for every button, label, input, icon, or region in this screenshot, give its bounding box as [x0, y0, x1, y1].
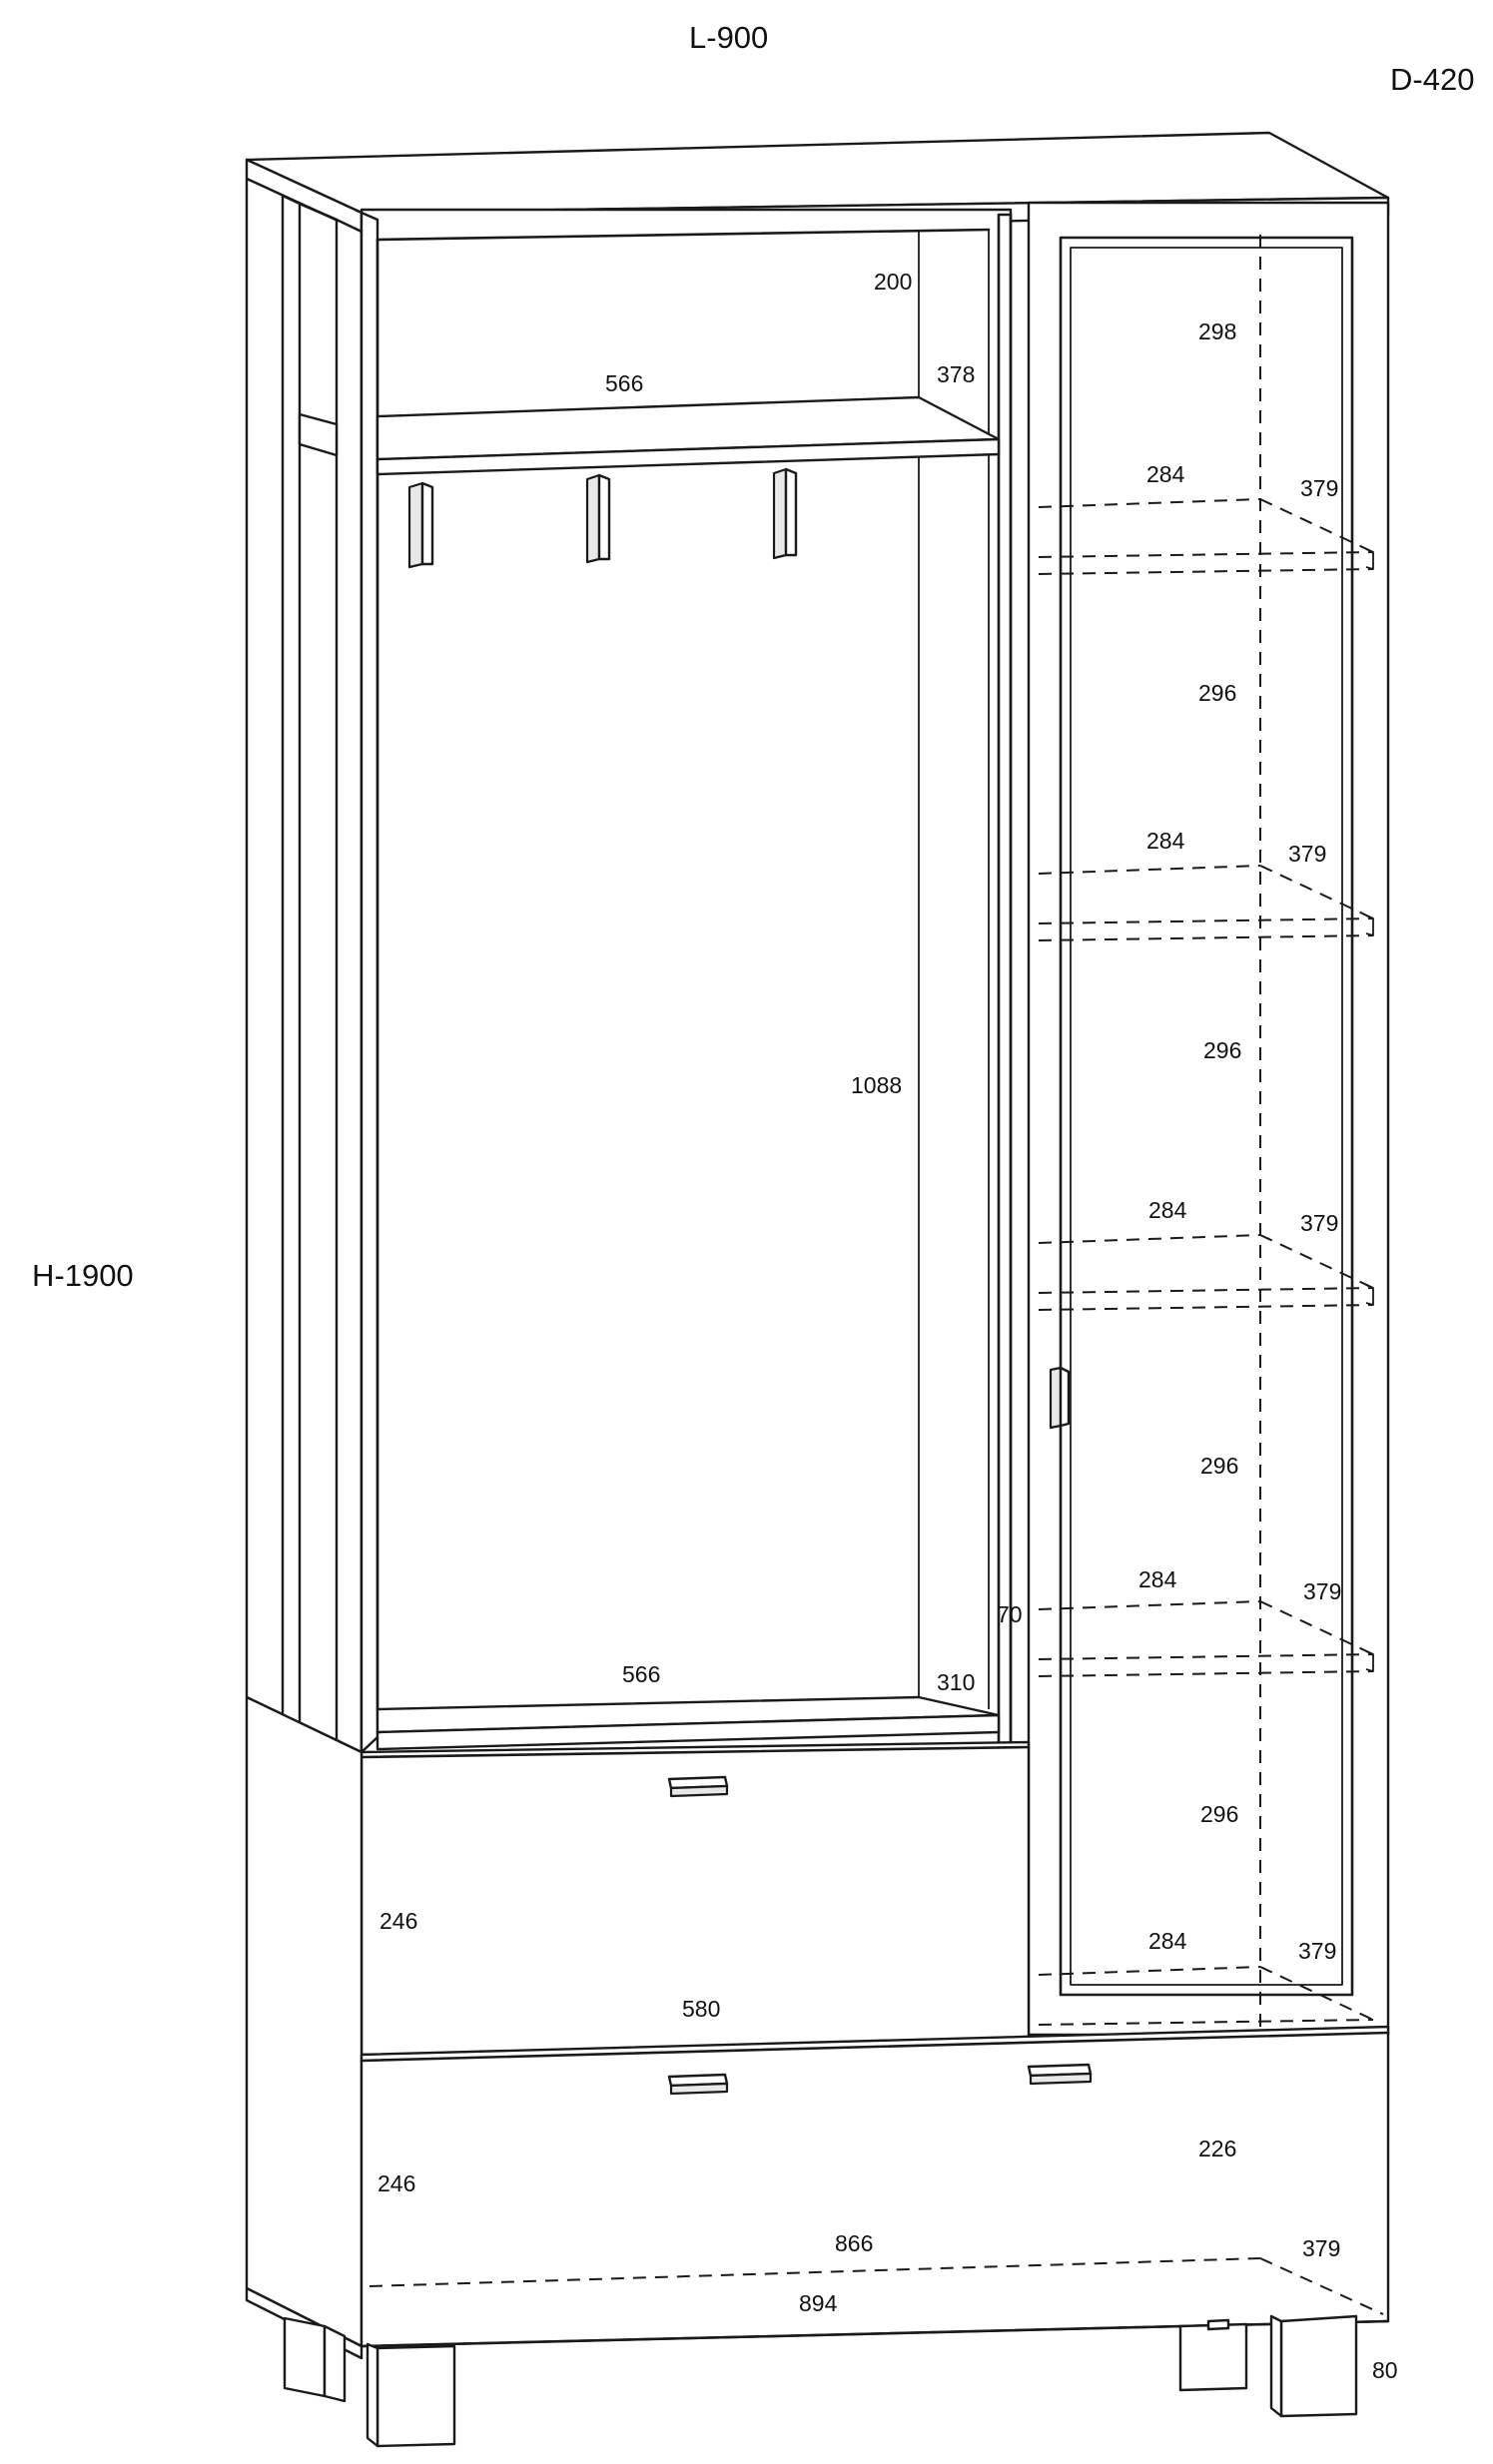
shelf-depth-1: 379 — [1300, 475, 1339, 501]
shelf-depth-5: 379 — [1298, 1938, 1337, 1964]
right-gap-3: 296 — [1203, 1037, 1242, 1063]
door-bottom-handle — [1029, 2065, 1091, 2084]
shelf-width-4: 284 — [1138, 1566, 1177, 1592]
right-gap-4: 296 — [1200, 1453, 1239, 1479]
shelf-width-5: 284 — [1148, 1928, 1187, 1954]
left-side-panels — [247, 179, 362, 1752]
upper-drawer-height: 246 — [379, 1908, 418, 1934]
right-gap-2: 296 — [1198, 680, 1237, 706]
upper-drawer-handle — [669, 1777, 727, 1796]
coat-hook-3 — [774, 469, 796, 558]
height-label: H-1900 — [32, 1258, 134, 1293]
shelf-depth-4: 379 — [1303, 1578, 1342, 1604]
shelf-width-2: 284 — [1146, 828, 1185, 854]
left-compartment — [362, 210, 1011, 1757]
lower-inner-height: 226 — [1198, 2136, 1237, 2161]
door-handle — [1051, 1368, 1069, 1428]
leg-height: 80 — [1372, 2357, 1398, 2383]
base-width: 894 — [799, 2290, 838, 2316]
shelf-depth-3: 379 — [1300, 1210, 1339, 1236]
left-hanging-height: 1088 — [851, 1072, 903, 1098]
shelf-depth-2: 379 — [1288, 841, 1327, 867]
leg-front-left — [368, 2344, 454, 2446]
shelf-width-1: 284 — [1146, 461, 1185, 487]
lower-drawer-handle — [669, 2075, 727, 2094]
leg-back-right — [1180, 2320, 1246, 2390]
coat-hook-1 — [409, 483, 432, 567]
left-bottom-shelf-depth: 310 — [937, 1669, 976, 1695]
left-top-compartment-height: 200 — [874, 269, 913, 295]
handle-offset: 70 — [997, 1601, 1023, 1627]
left-bottom-shelf-width: 566 — [622, 1661, 661, 1687]
right-top-compartment-height: 298 — [1198, 318, 1237, 344]
width-label: L-900 — [689, 20, 769, 55]
depth-label: D-420 — [1390, 62, 1475, 97]
upper-drawer-width: 580 — [682, 1996, 721, 2022]
shelf-width-3: 284 — [1148, 1197, 1187, 1223]
left-top-shelf-depth: 378 — [937, 361, 976, 387]
right-gap-5: 296 — [1200, 1801, 1239, 1827]
left-top-shelf-width: 566 — [605, 370, 644, 396]
leg-back-left — [285, 2318, 345, 2401]
lower-inner-width: 866 — [835, 2230, 874, 2256]
lower-inner-depth: 379 — [1302, 2235, 1341, 2261]
leg-front-right — [1271, 2316, 1356, 2416]
coat-hook-2 — [587, 475, 609, 562]
lower-drawer-height: 246 — [377, 2170, 416, 2196]
